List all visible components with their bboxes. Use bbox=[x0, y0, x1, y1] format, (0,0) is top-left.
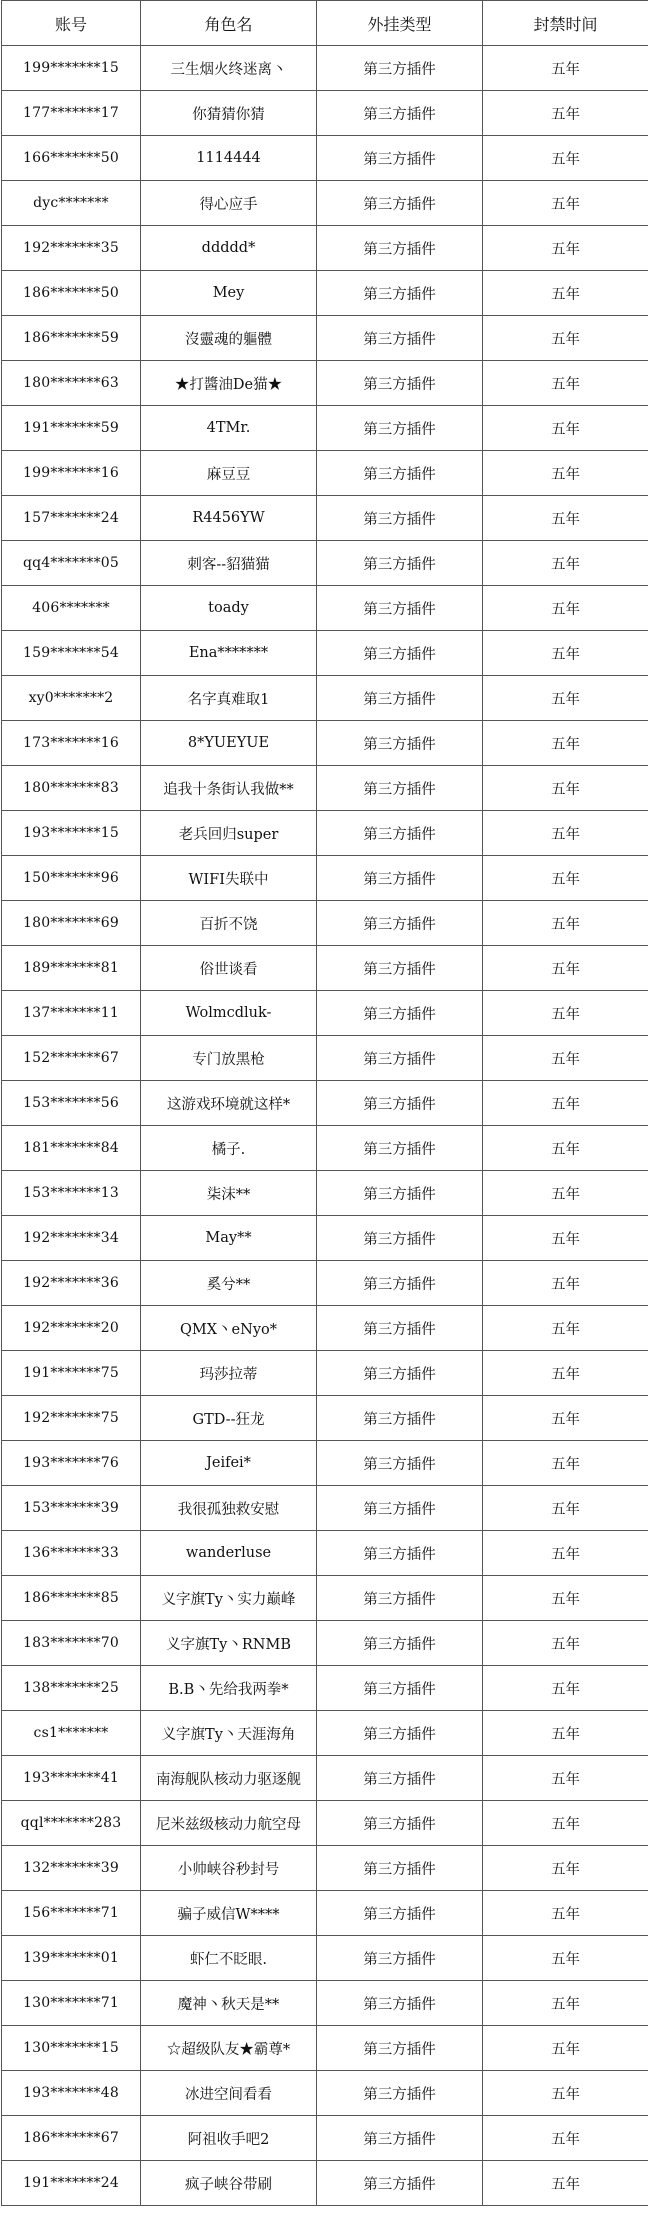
table-row bbox=[2, 271, 648, 316]
account-cell: 152*******67 bbox=[2, 1036, 141, 1081]
role-name-cell: 麻豆豆 bbox=[141, 451, 317, 496]
table-row bbox=[2, 2071, 648, 2116]
role-name-cell: 老兵回归super bbox=[141, 811, 317, 856]
account-cell: 191*******75 bbox=[2, 1351, 141, 1396]
ban-duration-cell: 五年 bbox=[483, 1306, 648, 1351]
account-cell: 153*******39 bbox=[2, 1486, 141, 1531]
table-row bbox=[2, 1936, 648, 1981]
cheat-type-cell: 第三方插件 bbox=[317, 586, 483, 631]
account-cell: 406******* bbox=[2, 586, 141, 631]
role-name-cell: wanderluse bbox=[141, 1531, 317, 1576]
role-name-cell: 玛莎拉蒂 bbox=[141, 1351, 317, 1396]
table-row bbox=[2, 991, 648, 1036]
account-cell: 180*******83 bbox=[2, 766, 141, 811]
cheat-type-cell: 第三方插件 bbox=[317, 1396, 483, 1441]
account-cell: 180*******69 bbox=[2, 901, 141, 946]
role-name-cell: QMX丶eNyo* bbox=[141, 1306, 317, 1351]
role-name-cell: 疯子峡谷带刷 bbox=[141, 2161, 317, 2206]
account-cell: 153*******56 bbox=[2, 1081, 141, 1126]
cheat-type-cell: 第三方插件 bbox=[317, 1576, 483, 1621]
table-row bbox=[2, 586, 648, 631]
ban-duration-cell: 五年 bbox=[483, 1126, 648, 1171]
ban-duration-cell: 五年 bbox=[483, 2116, 648, 2161]
cheat-type-cell: 第三方插件 bbox=[317, 1981, 483, 2026]
account-cell: 186*******85 bbox=[2, 1576, 141, 1621]
ban-duration-cell: 五年 bbox=[483, 46, 648, 91]
account-cell: 193*******41 bbox=[2, 1756, 141, 1801]
table-row bbox=[2, 946, 648, 991]
role-name-cell: 百折不饶 bbox=[141, 901, 317, 946]
role-name-cell: 得心应手 bbox=[141, 181, 317, 226]
cheat-type-cell: 第三方插件 bbox=[317, 496, 483, 541]
table-row bbox=[2, 1171, 648, 1216]
ban-duration-cell: 五年 bbox=[483, 721, 648, 766]
cheat-type-cell: 第三方插件 bbox=[317, 271, 483, 316]
ban-duration-cell: 五年 bbox=[483, 1531, 648, 1576]
role-name-cell: GTD--狂龙 bbox=[141, 1396, 317, 1441]
ban-duration-cell: 五年 bbox=[483, 2026, 648, 2071]
cheat-type-cell: 第三方插件 bbox=[317, 1081, 483, 1126]
role-name-cell: 你猜猜你猜 bbox=[141, 91, 317, 136]
table-body bbox=[2, 46, 648, 2206]
table-row bbox=[2, 631, 648, 676]
role-name-cell: 刺客--貂猫猫 bbox=[141, 541, 317, 586]
table-row bbox=[2, 1081, 648, 1126]
ban-duration-cell: 五年 bbox=[483, 406, 648, 451]
role-name-cell: 虾仁不眨眼. bbox=[141, 1936, 317, 1981]
role-name-cell: toady bbox=[141, 586, 317, 631]
ban-duration-cell: 五年 bbox=[483, 451, 648, 496]
table-row bbox=[2, 901, 648, 946]
cheat-type-cell: 第三方插件 bbox=[317, 46, 483, 91]
account-cell: 192*******36 bbox=[2, 1261, 141, 1306]
ban-duration-cell: 五年 bbox=[483, 1396, 648, 1441]
account-cell: 138*******25 bbox=[2, 1666, 141, 1711]
account-cell: qql*******283 bbox=[2, 1801, 141, 1846]
cheat-type-cell: 第三方插件 bbox=[317, 316, 483, 361]
role-name-cell: 1114444 bbox=[141, 136, 317, 181]
cheat-type-cell: 第三方插件 bbox=[317, 1351, 483, 1396]
account-cell: 130*******71 bbox=[2, 1981, 141, 2026]
role-name-cell: ddddd* bbox=[141, 226, 317, 271]
ban-duration-cell: 五年 bbox=[483, 856, 648, 901]
table-row bbox=[2, 1126, 648, 1171]
role-name-cell: 8*YUEYUE bbox=[141, 721, 317, 766]
ban-duration-cell: 五年 bbox=[483, 1711, 648, 1756]
account-cell: 192*******75 bbox=[2, 1396, 141, 1441]
cheat-type-cell: 第三方插件 bbox=[317, 406, 483, 451]
account-cell: 181*******84 bbox=[2, 1126, 141, 1171]
ban-duration-cell: 五年 bbox=[483, 1981, 648, 2026]
role-name-cell: 专门放黑枪 bbox=[141, 1036, 317, 1081]
role-name-cell: May** bbox=[141, 1216, 317, 1261]
table-row bbox=[2, 1711, 648, 1756]
table-row bbox=[2, 2026, 648, 2071]
ban-duration-cell: 五年 bbox=[483, 901, 648, 946]
account-cell: 183*******70 bbox=[2, 1621, 141, 1666]
ban-duration-cell: 五年 bbox=[483, 1081, 648, 1126]
role-name-cell: B.B丶先给我两拳* bbox=[141, 1666, 317, 1711]
ban-duration-cell: 五年 bbox=[483, 1486, 648, 1531]
cheat-type-cell: 第三方插件 bbox=[317, 1126, 483, 1171]
ban-duration-cell: 五年 bbox=[483, 676, 648, 721]
ban-duration-cell: 五年 bbox=[483, 226, 648, 271]
role-name-cell: Mey bbox=[141, 271, 317, 316]
cheat-type-cell: 第三方插件 bbox=[317, 226, 483, 271]
cheat-type-cell: 第三方插件 bbox=[317, 811, 483, 856]
account-cell: 186*******50 bbox=[2, 271, 141, 316]
ban-duration-cell: 五年 bbox=[483, 1036, 648, 1081]
ban-duration-cell: 五年 bbox=[483, 1576, 648, 1621]
account-cell: 186*******67 bbox=[2, 2116, 141, 2161]
role-name-cell: 奚兮** bbox=[141, 1261, 317, 1306]
role-name-cell: 义字旗Ty丶实力巅峰 bbox=[141, 1576, 317, 1621]
cheat-type-cell: 第三方插件 bbox=[317, 1801, 483, 1846]
account-cell: 199*******16 bbox=[2, 451, 141, 496]
ban-duration-cell: 五年 bbox=[483, 496, 648, 541]
account-cell: qq4*******05 bbox=[2, 541, 141, 586]
account-cell: 193*******15 bbox=[2, 811, 141, 856]
table-row bbox=[2, 136, 648, 181]
cheat-type-cell: 第三方插件 bbox=[317, 91, 483, 136]
account-cell: 199*******15 bbox=[2, 46, 141, 91]
account-cell: 192*******35 bbox=[2, 226, 141, 271]
role-name-cell: 俗世谈看 bbox=[141, 946, 317, 991]
table-row bbox=[2, 1396, 648, 1441]
ban-duration-cell: 五年 bbox=[483, 2071, 648, 2116]
table-row bbox=[2, 1351, 648, 1396]
ban-duration-cell: 五年 bbox=[483, 1891, 648, 1936]
ban-duration-cell: 五年 bbox=[483, 1216, 648, 1261]
cheat-type-cell: 第三方插件 bbox=[317, 1846, 483, 1891]
table-row bbox=[2, 1801, 648, 1846]
cheat-type-cell: 第三方插件 bbox=[317, 901, 483, 946]
ban-table bbox=[1, 0, 648, 2206]
table-row bbox=[2, 1261, 648, 1306]
table-row bbox=[2, 181, 648, 226]
table-row bbox=[2, 2161, 648, 2206]
ban-duration-cell: 五年 bbox=[483, 181, 648, 226]
table-row bbox=[2, 1891, 648, 1936]
table-row bbox=[2, 226, 648, 271]
ban-duration-cell: 五年 bbox=[483, 1846, 648, 1891]
ban-duration-cell: 五年 bbox=[483, 1351, 648, 1396]
ban-duration-cell: 五年 bbox=[483, 136, 648, 181]
role-name-cell: ☆超级队友★霸尊* bbox=[141, 2026, 317, 2071]
ban-duration-cell: 五年 bbox=[483, 1756, 648, 1801]
ban-duration-cell: 五年 bbox=[483, 1261, 648, 1306]
cheat-type-cell: 第三方插件 bbox=[317, 181, 483, 226]
ban-duration-cell: 五年 bbox=[483, 1666, 648, 1711]
table-row bbox=[2, 541, 648, 586]
ban-duration-cell: 五年 bbox=[483, 1621, 648, 1666]
role-name-cell: 名字真难取1 bbox=[141, 676, 317, 721]
table-row bbox=[2, 1486, 648, 1531]
role-name-cell: Ena******* bbox=[141, 631, 317, 676]
table-row bbox=[2, 496, 648, 541]
ban-duration-cell: 五年 bbox=[483, 1441, 648, 1486]
table-row bbox=[2, 1036, 648, 1081]
role-name-cell: WIFI失联中 bbox=[141, 856, 317, 901]
account-cell: 193*******76 bbox=[2, 1441, 141, 1486]
cheat-type-cell: 第三方插件 bbox=[317, 946, 483, 991]
account-cell: 150*******96 bbox=[2, 856, 141, 901]
table-header bbox=[2, 1, 648, 46]
table-row bbox=[2, 46, 648, 91]
cheat-type-cell: 第三方插件 bbox=[317, 1531, 483, 1576]
cheat-type-cell: 第三方插件 bbox=[317, 1666, 483, 1711]
table-row bbox=[2, 316, 648, 361]
account-cell: 137*******11 bbox=[2, 991, 141, 1036]
table-row bbox=[2, 721, 648, 766]
account-cell: 153*******13 bbox=[2, 1171, 141, 1216]
account-cell: 159*******54 bbox=[2, 631, 141, 676]
role-name-cell: 魔神丶秋天是** bbox=[141, 1981, 317, 2026]
role-name-cell: 义字旗Ty丶天涯海角 bbox=[141, 1711, 317, 1756]
ban-duration-cell: 五年 bbox=[483, 946, 648, 991]
cheat-type-cell: 第三方插件 bbox=[317, 2116, 483, 2161]
role-name-cell: 橘子. bbox=[141, 1126, 317, 1171]
table-row bbox=[2, 2116, 648, 2161]
cheat-type-cell: 第三方插件 bbox=[317, 991, 483, 1036]
account-cell: dyc******* bbox=[2, 181, 141, 226]
cheat-type-cell: 第三方插件 bbox=[317, 2071, 483, 2116]
table-row bbox=[2, 1216, 648, 1261]
account-cell: 191*******59 bbox=[2, 406, 141, 451]
cheat-type-cell: 第三方插件 bbox=[317, 766, 483, 811]
role-name-cell: 冰进空间看看 bbox=[141, 2071, 317, 2116]
account-cell: cs1******* bbox=[2, 1711, 141, 1756]
table-row bbox=[2, 811, 648, 856]
account-cell: 192*******20 bbox=[2, 1306, 141, 1351]
account-cell: 192*******34 bbox=[2, 1216, 141, 1261]
cheat-type-cell: 第三方插件 bbox=[317, 2161, 483, 2206]
table-row bbox=[2, 856, 648, 901]
table-row bbox=[2, 1621, 648, 1666]
ban-duration-cell: 五年 bbox=[483, 361, 648, 406]
ban-duration-cell: 五年 bbox=[483, 541, 648, 586]
account-cell: 173*******16 bbox=[2, 721, 141, 766]
cheat-type-cell: 第三方插件 bbox=[317, 1306, 483, 1351]
account-cell: 177*******17 bbox=[2, 91, 141, 136]
table-row bbox=[2, 676, 648, 721]
cheat-type-cell: 第三方插件 bbox=[317, 2026, 483, 2071]
role-name-cell: 南海舰队核动力驱逐舰 bbox=[141, 1756, 317, 1801]
table-row bbox=[2, 1666, 648, 1711]
cheat-type-cell: 第三方插件 bbox=[317, 1036, 483, 1081]
ban-duration-cell: 五年 bbox=[483, 2161, 648, 2206]
ban-duration-cell: 五年 bbox=[483, 991, 648, 1036]
header-cheat-type: 外挂类型 bbox=[317, 1, 483, 46]
ban-duration-cell: 五年 bbox=[483, 1171, 648, 1216]
role-name-cell: ★打醬油De猫★ bbox=[141, 361, 317, 406]
table-row bbox=[2, 1576, 648, 1621]
cheat-type-cell: 第三方插件 bbox=[317, 1261, 483, 1306]
ban-duration-cell: 五年 bbox=[483, 271, 648, 316]
header-role-name: 角色名 bbox=[141, 1, 317, 46]
ban-duration-cell: 五年 bbox=[483, 1801, 648, 1846]
cheat-type-cell: 第三方插件 bbox=[317, 856, 483, 901]
account-cell: 136*******33 bbox=[2, 1531, 141, 1576]
table-row bbox=[2, 1531, 648, 1576]
cheat-type-cell: 第三方插件 bbox=[317, 1216, 483, 1261]
table-row bbox=[2, 1981, 648, 2026]
cheat-type-cell: 第三方插件 bbox=[317, 1936, 483, 1981]
account-cell: 191*******24 bbox=[2, 2161, 141, 2206]
table-row bbox=[2, 1441, 648, 1486]
cheat-type-cell: 第三方插件 bbox=[317, 541, 483, 586]
role-name-cell: 小帅峡谷秒封号 bbox=[141, 1846, 317, 1891]
table-row bbox=[2, 361, 648, 406]
cheat-type-cell: 第三方插件 bbox=[317, 676, 483, 721]
account-cell: 193*******48 bbox=[2, 2071, 141, 2116]
table-row bbox=[2, 451, 648, 496]
ban-duration-cell: 五年 bbox=[483, 1936, 648, 1981]
cheat-type-cell: 第三方插件 bbox=[317, 136, 483, 181]
account-cell: 186*******59 bbox=[2, 316, 141, 361]
cheat-type-cell: 第三方插件 bbox=[317, 1441, 483, 1486]
ban-duration-cell: 五年 bbox=[483, 316, 648, 361]
cheat-type-cell: 第三方插件 bbox=[317, 451, 483, 496]
ban-duration-cell: 五年 bbox=[483, 631, 648, 676]
role-name-cell: R4456YW bbox=[141, 496, 317, 541]
cheat-type-cell: 第三方插件 bbox=[317, 1621, 483, 1666]
table-row bbox=[2, 1846, 648, 1891]
role-name-cell: 骗子威信W**** bbox=[141, 1891, 317, 1936]
account-cell: 180*******63 bbox=[2, 361, 141, 406]
ban-duration-cell: 五年 bbox=[483, 91, 648, 136]
role-name-cell: 追我十条街认我做** bbox=[141, 766, 317, 811]
cheat-type-cell: 第三方插件 bbox=[317, 361, 483, 406]
table-row bbox=[2, 766, 648, 811]
role-name-cell: 这游戏环境就这样* bbox=[141, 1081, 317, 1126]
cheat-type-cell: 第三方插件 bbox=[317, 1171, 483, 1216]
table-row bbox=[2, 91, 648, 136]
account-cell: 189*******81 bbox=[2, 946, 141, 991]
role-name-cell: 4TMr. bbox=[141, 406, 317, 451]
header-account: 账号 bbox=[2, 1, 141, 46]
ban-duration-cell: 五年 bbox=[483, 766, 648, 811]
account-cell: 156*******71 bbox=[2, 1891, 141, 1936]
role-name-cell: 柒沫** bbox=[141, 1171, 317, 1216]
cheat-type-cell: 第三方插件 bbox=[317, 1756, 483, 1801]
cheat-type-cell: 第三方插件 bbox=[317, 1891, 483, 1936]
ban-duration-cell: 五年 bbox=[483, 586, 648, 631]
header-ban-duration: 封禁时间 bbox=[483, 1, 648, 46]
header-row bbox=[2, 1, 648, 46]
table-row bbox=[2, 1756, 648, 1801]
account-cell: 130*******15 bbox=[2, 2026, 141, 2071]
role-name-cell: 阿祖收手吧2 bbox=[141, 2116, 317, 2161]
account-cell: 139*******01 bbox=[2, 1936, 141, 1981]
account-cell: 132*******39 bbox=[2, 1846, 141, 1891]
cheat-type-cell: 第三方插件 bbox=[317, 631, 483, 676]
account-cell: 157*******24 bbox=[2, 496, 141, 541]
role-name-cell: Wolmcdluk- bbox=[141, 991, 317, 1036]
role-name-cell: 我很孤独救安慰 bbox=[141, 1486, 317, 1531]
role-name-cell: 尼米兹级核动力航空母 bbox=[141, 1801, 317, 1846]
cheat-type-cell: 第三方插件 bbox=[317, 1711, 483, 1756]
table-row bbox=[2, 1306, 648, 1351]
account-cell: xy0*******2 bbox=[2, 676, 141, 721]
table-row bbox=[2, 406, 648, 451]
account-cell: 166*******50 bbox=[2, 136, 141, 181]
ban-duration-cell: 五年 bbox=[483, 811, 648, 856]
cheat-type-cell: 第三方插件 bbox=[317, 721, 483, 766]
role-name-cell: Jeifei* bbox=[141, 1441, 317, 1486]
cheat-type-cell: 第三方插件 bbox=[317, 1486, 483, 1531]
role-name-cell: 三生烟火终迷离丶 bbox=[141, 46, 317, 91]
role-name-cell: 义字旗Ty丶RNMB bbox=[141, 1621, 317, 1666]
role-name-cell: 沒靈魂的軀體 bbox=[141, 316, 317, 361]
